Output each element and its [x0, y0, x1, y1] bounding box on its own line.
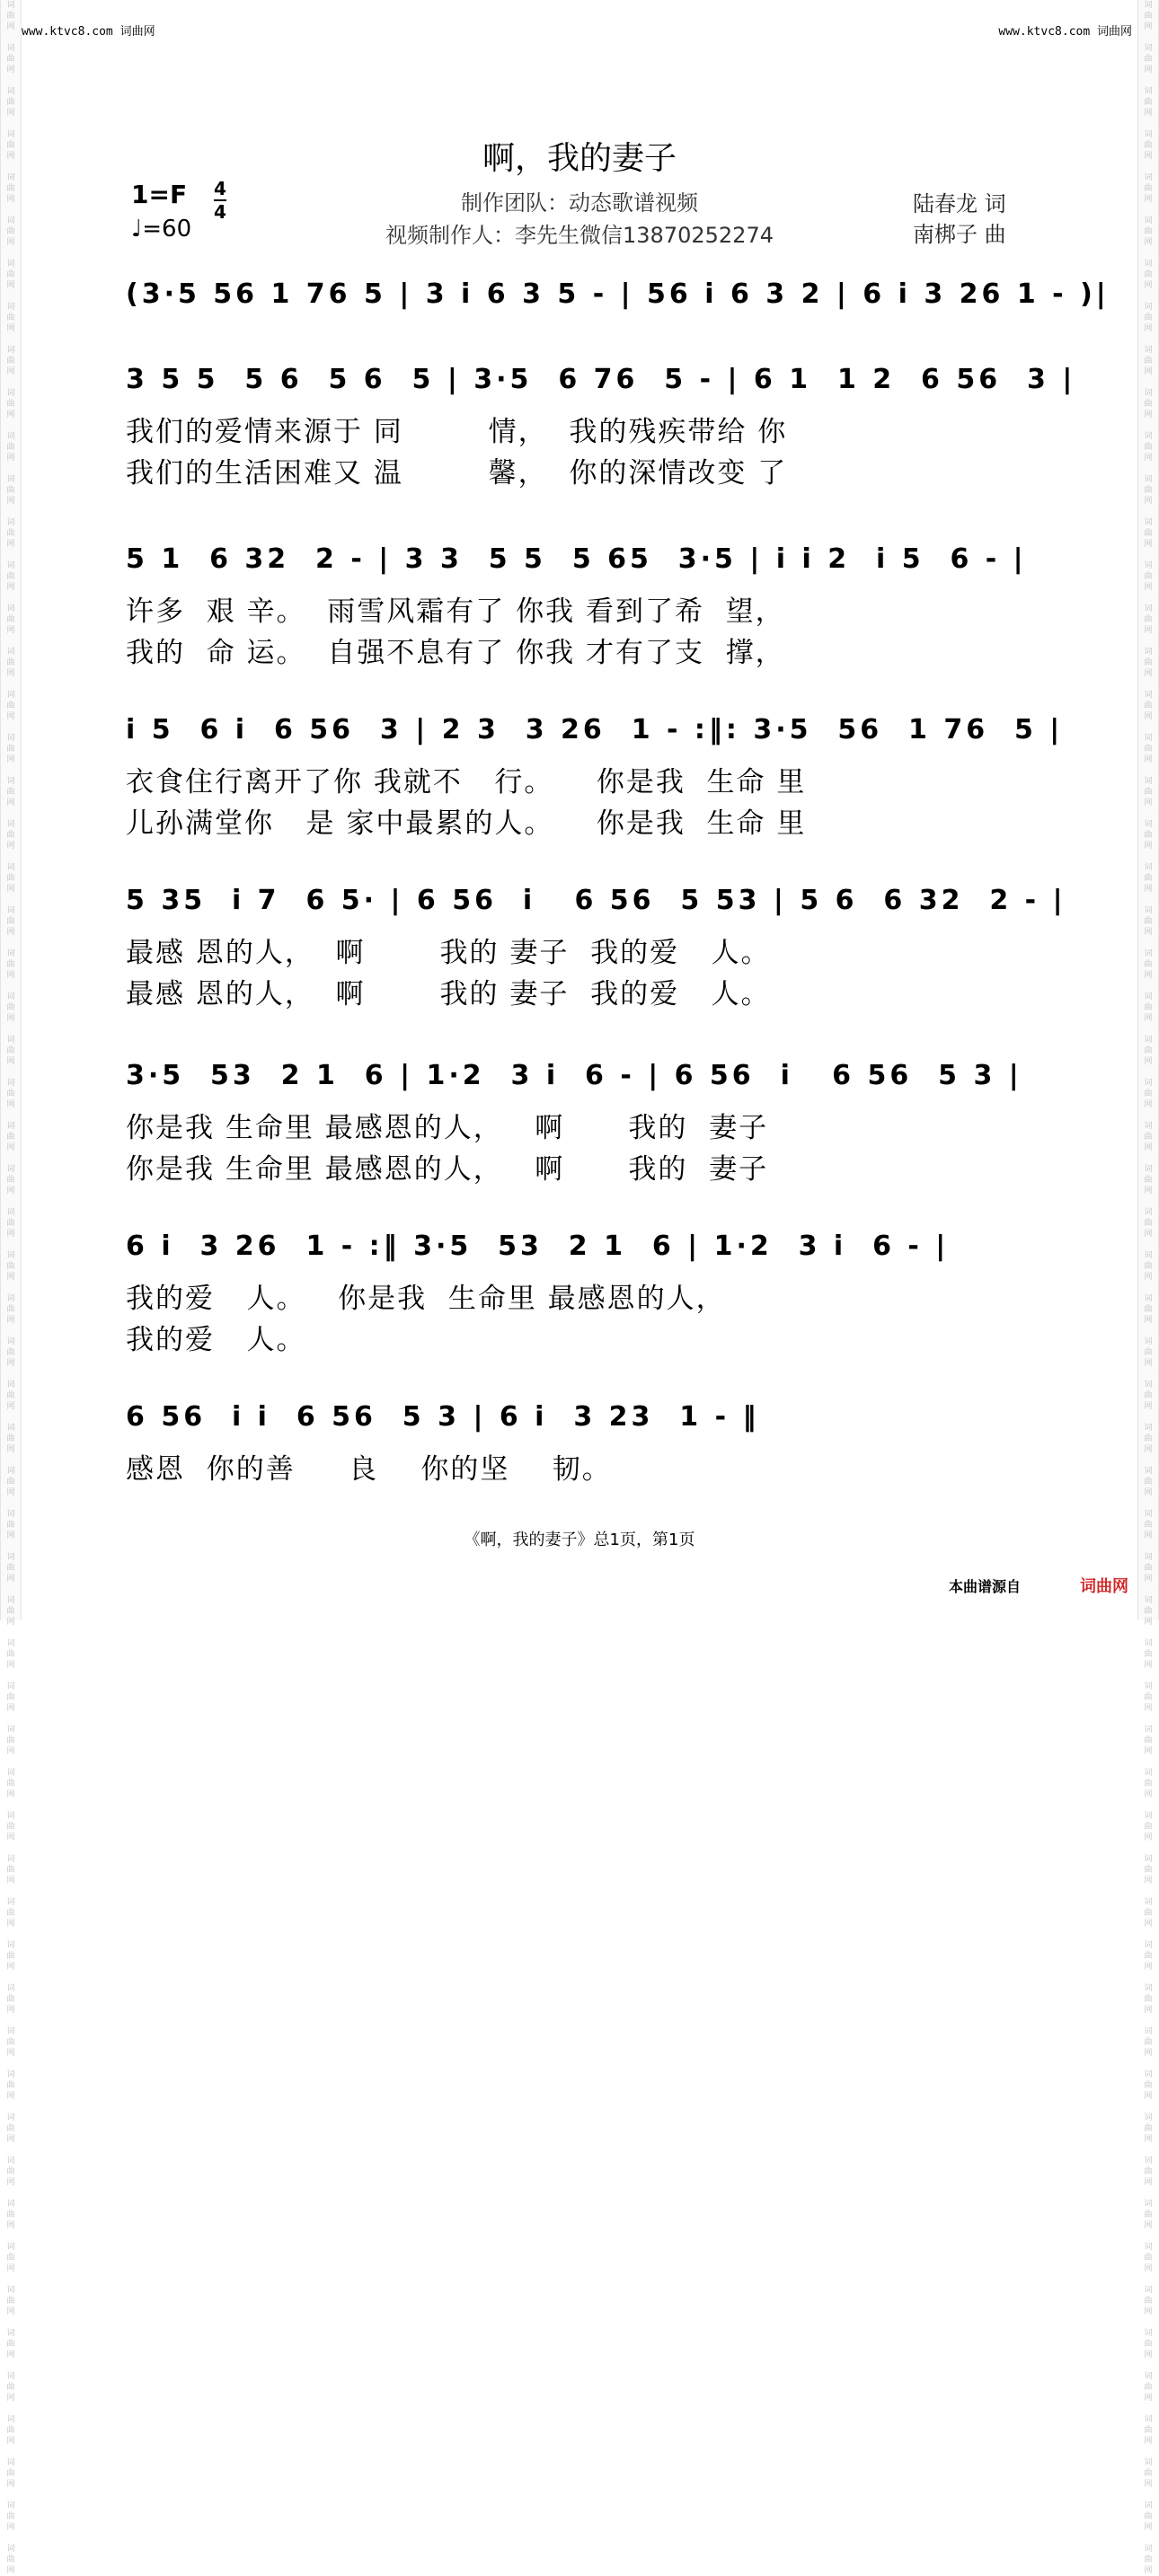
lyric-line: 感恩 你的善 良 你的坚 韧。	[126, 1453, 612, 1486]
lyric-line: 我的爱 人。	[126, 1324, 306, 1356]
notation-row: 5 35 i 7 6 5· | 6 56 i 6 56 5 53 | 5 6 6 32 2 - |	[126, 885, 1066, 916]
notation-row: 3·5 53 2 1 6 | 1·2 3 i 6 - | 6 56 i 6 56 5 3 |	[126, 1060, 1022, 1091]
time-signature-top: 4	[214, 178, 226, 199]
lyric-line: 我们的生活困难又 温 馨， 你的深情改变 了	[126, 457, 788, 490]
page-info: 《啊，我的妻子》总1页，第1页	[464, 1531, 695, 1549]
lyric-line: 我的 命 运。 自强不息有了 你我 才有了支 撑，	[126, 637, 785, 669]
tempo-marking: ♩=60	[131, 216, 192, 243]
lyric-line: 最感 恩的人， 啊 我的 妻子 我的爱 人。	[126, 937, 771, 969]
notation-row: 5 1 6 32 2 - | 3 3 5 5 5 65 3·5 | i i 2 i 5 6 - |	[126, 543, 1027, 575]
notation-row: 6 i 3 26 1 - :‖ 3·5 53 2 1 6 | 1·2 3 i 6 - |	[126, 1231, 950, 1262]
lyricist: 陆春龙 词	[913, 191, 1006, 216]
time-signature	[214, 178, 226, 223]
lyric-line: 衣食住行离开了你 我就不 行。 你是我 生命 里	[126, 766, 807, 798]
lyric-line: 你是我 生命里 最感恩的人， 啊 我的 妻子	[126, 1153, 769, 1186]
source-label: 本曲谱源自	[949, 1578, 1022, 1595]
notation-row: 3 5 5 5 6 5 6 5 | 3·5 6 76 5 - | 6 1 1 2 6 56 3 |	[126, 364, 1076, 395]
lyric-line: 许多 艰 辛。 雨雪风霜有了 你我 看到了希 望，	[126, 595, 785, 628]
watermark-left: www.ktvc8.com 词曲网	[22, 25, 155, 39]
lyric-line: 你是我 生命里 最感恩的人， 啊 我的 妻子	[126, 1112, 769, 1144]
notation-row: 6 56 i i 6 56 5 3 | 6 i 3 23 1 - ‖	[126, 1401, 760, 1433]
video-producer: 视频制作人：李先生微信13870252274	[385, 223, 774, 248]
authors	[913, 189, 1006, 250]
key-signature: 1=F	[131, 180, 188, 209]
right-watermark-strip: 词 曲 网 词 曲 网 词 曲 网 词 曲 网 词 曲 网 词 曲 网 词 曲 网 词 曲 网 词 曲 网 词 曲 网 词 曲 网 词 曲 网 词 曲 网 词 曲 网 词 曲 网 词 曲 网 词 曲 网 词 曲 网 词 曲 网 词 曲 网 词 曲 网 词 曲 网 词 曲 网 词 曲 网 词 曲 网 词 曲 网 词 曲 网 词 曲 网 词 曲 网 词 曲 网 词 曲 网 词 曲 网 词 曲 网 词 曲 网 词 曲 网 词 曲 网 词 曲 网 词 曲 网 词 曲 网 词 曲 网 词 曲 网 词 曲 网 词 曲 网 词 曲 网 词 曲 网 词 曲 网 词 曲 网 词 曲 网 词 曲 网 词 曲 网 词 曲 网 词 曲 网 词 曲 网 词 曲 网 词 曲 网 词 曲 网 词 曲 网 词 曲 网 词 曲 网 词 曲 网	[1137, 0, 1159, 1620]
source-brand: 词曲网	[1080, 1577, 1128, 1596]
lyric-line: 最感 恩的人， 啊 我的 妻子 我的爱 人。	[126, 978, 771, 1010]
lyric-line: 儿孙满堂你 是 家中最累的人。 你是我 生命 里	[126, 807, 807, 840]
time-signature-bottom: 4	[214, 201, 226, 223]
composer: 南梆子 曲	[913, 222, 1006, 247]
lyric-line: 我们的爱情来源于 同 情， 我的残疾带给 你	[126, 416, 788, 448]
lyric-line: 我的爱 人。 你是我 生命里 最感恩的人，	[126, 1283, 726, 1315]
watermark-right: www.ktvc8.com 词曲网	[998, 25, 1132, 39]
notation-row: (3·5 56 1 76 5 | 3 i 6 3 5 - | 56 i 6 3 2 | 6 i 3 26 1 - )|	[126, 278, 1110, 310]
production-credits	[359, 187, 800, 251]
left-watermark-strip: 词 曲 网 词 曲 网 词 曲 网 词 曲 网 词 曲 网 词 曲 网 词 曲 网 词 曲 网 词 曲 网 词 曲 网 词 曲 网 词 曲 网 词 曲 网 词 曲 网 词 曲 网 词 曲 网 词 曲 网 词 曲 网 词 曲 网 词 曲 网 词 曲 网 词 曲 网 词 曲 网 词 曲 网 词 曲 网 词 曲 网 词 曲 网 词 曲 网 词 曲 网 词 曲 网 词 曲 网 词 曲 网 词 曲 网 词 曲 网 词 曲 网 词 曲 网 词 曲 网 词 曲 网 词 曲 网 词 曲 网 词 曲 网 词 曲 网 词 曲 网 词 曲 网 词 曲 网 词 曲 网 词 曲 网 词 曲 网 词 曲 网 词 曲 网 词 曲 网 词 曲 网 词 曲 网 词 曲 网 词 曲 网 词 曲 网 词 曲 网 词 曲 网 词 曲 网 词 曲 网	[0, 0, 22, 1620]
song-title: 啊，我的妻子	[482, 140, 677, 177]
production-team: 制作团队：动态歌谱视频	[461, 190, 698, 216]
notation-row: i 5 6 i 6 56 3 | 2 3 3 26 1 - :‖: 3·5 56 1 76 5 |	[126, 714, 1064, 745]
